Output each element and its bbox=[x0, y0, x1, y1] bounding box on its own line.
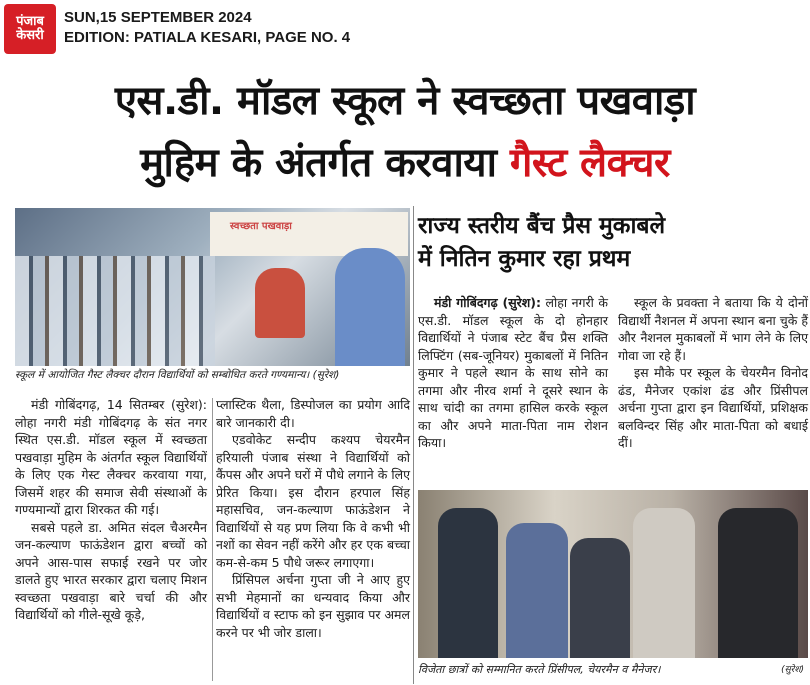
headline-line2 bbox=[0, 132, 810, 194]
publication-date: SUN,15 SEPTEMBER 2024 bbox=[64, 9, 252, 26]
person-figure bbox=[633, 508, 695, 658]
speaker-figure bbox=[335, 248, 405, 366]
article1-paragraph: प्रिंसिपल अर्चना गुप्ता जी ने आए हुए सभी मेहमानों का धन्यवाद किया और विद्यार्थियों व स्टाफ को इन सुझाव पर अमल करने पर भी जोर डाला। bbox=[216, 572, 410, 640]
person-figure bbox=[570, 538, 630, 658]
article2-column2 bbox=[618, 294, 808, 452]
section-divider bbox=[413, 206, 414, 684]
article2-dateline: मंडी गोबिंदगढ़ (सुरेश): bbox=[434, 295, 541, 310]
article1-paragraph: मंडी गोबिंदगढ़, 14 सितम्बर (सुरेश): लोहा नगरी मंडी गोबिंदगढ़ के संत नगर स्थित एस.डी. मॉडल स्कूल में स्वच्छता पखवाड़ा मुहिम के अंतर्गत स्कूल विद्यार्थियों के लिए एक गेस्ट लैक्चर करवाया गया, जिसमें शहर की समाज सेवी संस्थाओं के गण्यमान्यों द्वारा शिरकत की गई। bbox=[15, 397, 207, 517]
article1-paragraph: सबसे पहले डा. अमित संदल चैअरमैन जन-कल्याण फाऊंडेशन द्वारा बच्चों को अपने आस-पास सफाई रखने पर जोर डालते हुए भारत सरकार द्वारा चलाए मिशन स्वच्छता पखवाड़ा बारे चर्चा की और विद्यार्थियों को गीले-सूखे कूड़े, bbox=[15, 519, 207, 622]
person-figure bbox=[718, 508, 798, 658]
subhead-line1: राज्य स्तरीय बैंच प्रैस मुकाबले bbox=[418, 213, 666, 239]
article2-paragraph bbox=[418, 294, 608, 452]
winners-photo-caption bbox=[418, 662, 808, 677]
students-crowd bbox=[15, 256, 215, 366]
column-divider bbox=[212, 398, 213, 681]
seated-guest bbox=[255, 268, 305, 338]
headline-line2-main: मुहिम के अंतर्गत करवाया bbox=[140, 140, 497, 186]
article1-column1 bbox=[15, 396, 207, 624]
winners-photo bbox=[418, 490, 808, 658]
article2-subheadline bbox=[418, 210, 808, 276]
person-figure bbox=[438, 508, 498, 658]
headline-line2-highlight: गैस्ट लैक्चर bbox=[509, 140, 670, 186]
edition-info: EDITION: PATIALA KESARI, PAGE NO. 4 bbox=[64, 29, 351, 46]
subhead-line2: में नितिन कुमार रहा प्रथम bbox=[418, 246, 631, 272]
headline-line1: एस.डी. मॉडल स्कूल ने स्वच्छता पखवाड़ा bbox=[114, 78, 696, 124]
banner-text: स्वच्छता पखवाड़ा bbox=[230, 221, 292, 232]
winners-caption-text: विजेता छात्रों को सम्मानित करते प्रिंसीपल, चेयरमैन व मैनेजर। bbox=[418, 663, 661, 676]
article2-paragraph: स्कूल के प्रवक्ता ने बताया कि ये दोनों विद्यार्थी नैशनल में अपना स्थान बना चुके हैं और नैशनल मुकाबलों में भाग लेने के लिए गोवा जा रहे हैं। bbox=[618, 295, 808, 363]
article2-paragraph: इस मौके पर स्कूल के चेयरमैन विनोद ढंड, मैनेजर एकांश ढंड और प्रिंसीपल अर्चना गुप्ता द्वारा इन विद्यार्थियों, प्रशिक्षक बलविन्दर सिंह और माता-पिता को बधाई दीं। bbox=[618, 365, 808, 450]
article1-column2 bbox=[216, 396, 410, 641]
person-figure bbox=[506, 523, 568, 658]
article1-paragraph: प्लास्टिक थैला, डिस्पोजल का प्रयोग आदि बारे जानकारी दी। bbox=[216, 397, 410, 430]
newspaper-logo bbox=[4, 4, 56, 54]
photo-credit: (सुरेश) bbox=[781, 665, 804, 675]
logo-line1: पंजाब bbox=[16, 14, 44, 30]
lecture-photo-caption: स्कूल में आयोजित गैस्ट लैक्चर दौरान विद्यार्थियों को सम्बोधित करते गण्यमान्य। (सुरेश) bbox=[15, 369, 340, 381]
edition-meta bbox=[64, 8, 350, 48]
article1-paragraph: एडवोकेट सन्दीप कश्यप चेयरमैन हरियाली पंजाब संस्था ने विद्यार्थियों को कैंपस और अपने घरों में पौधे लगाने के लिए प्रेरित किया। इस दौरान हरपाल सिंह महासचिव, जन-कल्याण फाऊंडेशन ने विद्यार्थियों से यह प्रण लिया कि वे कभी भी नशों का सेवन नहीं करेंगे और हर एक बच्चा कम-से-कम 5 पौधे जरूर लगाएगा। bbox=[216, 432, 410, 570]
page-header bbox=[0, 0, 810, 62]
logo-line2: केसरी bbox=[16, 28, 44, 43]
article2-body: लोहा नगरी के एस.डी. मॉडल स्कूल के दो होनहार विद्यार्थियों ने पंजाब स्टेट बैंच प्रैस शक्ति लिफ्टिंग (सब-जूनियर) मुकाबलों में नितिन कुमार ने पहले स्थान के साथ सोने का तगमा और नीरव शर्मा ने दूसरे स्थान के साथ चांदी का तगमा हासिल करके स्कूल का और अपने माता-पिता नाम रोशन किया। bbox=[418, 295, 608, 450]
article2-column1 bbox=[418, 294, 608, 452]
lecture-photo bbox=[15, 208, 410, 366]
main-headline bbox=[0, 70, 810, 194]
